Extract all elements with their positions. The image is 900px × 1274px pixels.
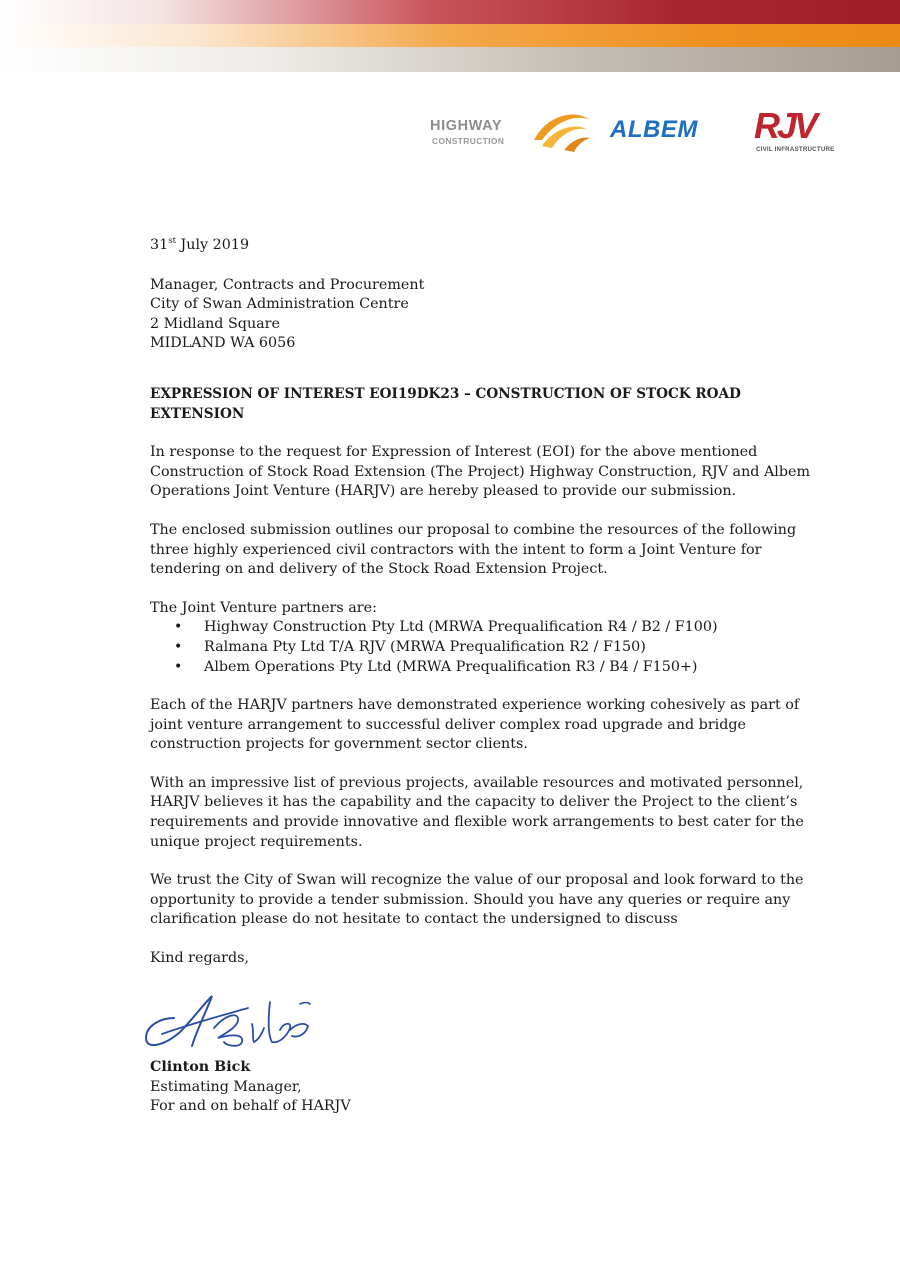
highway-logo-sub: CONSTRUCTION bbox=[432, 136, 505, 146]
list-item: • Albem Operations Pty Ltd (MRWA Prequalification R3 / B4 / F150+) bbox=[174, 658, 820, 678]
partners-intro: The Joint Venture partners are: bbox=[150, 599, 377, 616]
recipient-address: Manager, Contracts and Procurement City of Swan Administration Centre 2 Midland Square MIDLAND WA 6056 bbox=[150, 276, 425, 352]
highway-construction-logo bbox=[430, 118, 600, 154]
paragraph-capability: With an impressive list of previous projects, available resources and motivated personnel, HARJV believes it has the capability and the capacity to deliver the Project to the client’s requirements and provide innovative and flexible work arrangements to best cater for the unique project requirements. bbox=[150, 774, 804, 850]
partner-logos bbox=[430, 104, 860, 160]
paragraph-proposal: The enclosed submission outlines our proposal to combine the resources of the following three highly experienced civil contractors with the intent to form a Joint Venture for tendering on and delivery of the Stock Road Extension Project. bbox=[150, 521, 797, 578]
partners-list bbox=[150, 618, 820, 677]
list-item: • Ralmana Pty Ltd T/A RJV (MRWA Prequalification R2 / F150) bbox=[174, 638, 820, 658]
highway-swoosh-icon bbox=[528, 110, 594, 154]
signer-title: Estimating Manager, bbox=[150, 1078, 302, 1095]
paragraph-closing: We trust the City of Swan will recognize the value of our proposal and look forward to the opportunity to provide a tender submission. Should you have any queries or require any clarification please do not hesitate to contact the undersigned to discuss bbox=[150, 872, 804, 928]
signer-block bbox=[150, 1058, 351, 1117]
signer-name: Clinton Bick bbox=[150, 1059, 251, 1075]
letter-date: 31st July 2019 bbox=[150, 236, 250, 253]
letter-body bbox=[150, 236, 820, 969]
kind-regards: Kind regards, bbox=[150, 950, 249, 967]
rjv-logo-mark: RJV bbox=[754, 105, 816, 146]
signer-on-behalf: For and on behalf of HARJV bbox=[150, 1098, 351, 1115]
letter-subject: EXPRESSION OF INTEREST EOI19DK23 – CONSTRUCTION OF STOCK ROAD EXTENSION bbox=[150, 385, 741, 422]
paragraph-intro: In response to the request for Expression of Interest (EOI) for the above mentioned Construction of Stock Road Extension (The Project) Highway Construction, RJV and Albem Operations Joint Venture (HARJV) are hereby pleased to provide our submission. bbox=[150, 444, 811, 500]
albem-logo: ALBEM bbox=[610, 116, 698, 143]
highway-logo-word: HIGHWAY bbox=[430, 118, 503, 134]
list-item: • Highway Construction Pty Ltd (MRWA Prequalification R4 / B2 / F100) bbox=[174, 618, 820, 638]
paragraph-experience: Each of the HARJV partners have demonstrated experience working cohesively as part of joint venture arrangement to successful deliver complex road upgrade and bridge construction projects for government sector clients. bbox=[150, 697, 800, 753]
rjv-logo bbox=[754, 105, 835, 158]
header-band-grey bbox=[0, 47, 900, 72]
header-band-red bbox=[0, 0, 900, 24]
handwritten-signature bbox=[140, 988, 312, 1054]
header-band-orange bbox=[0, 24, 900, 47]
rjv-logo-sub: CIVIL INFRASTRUCTURE bbox=[756, 146, 835, 153]
